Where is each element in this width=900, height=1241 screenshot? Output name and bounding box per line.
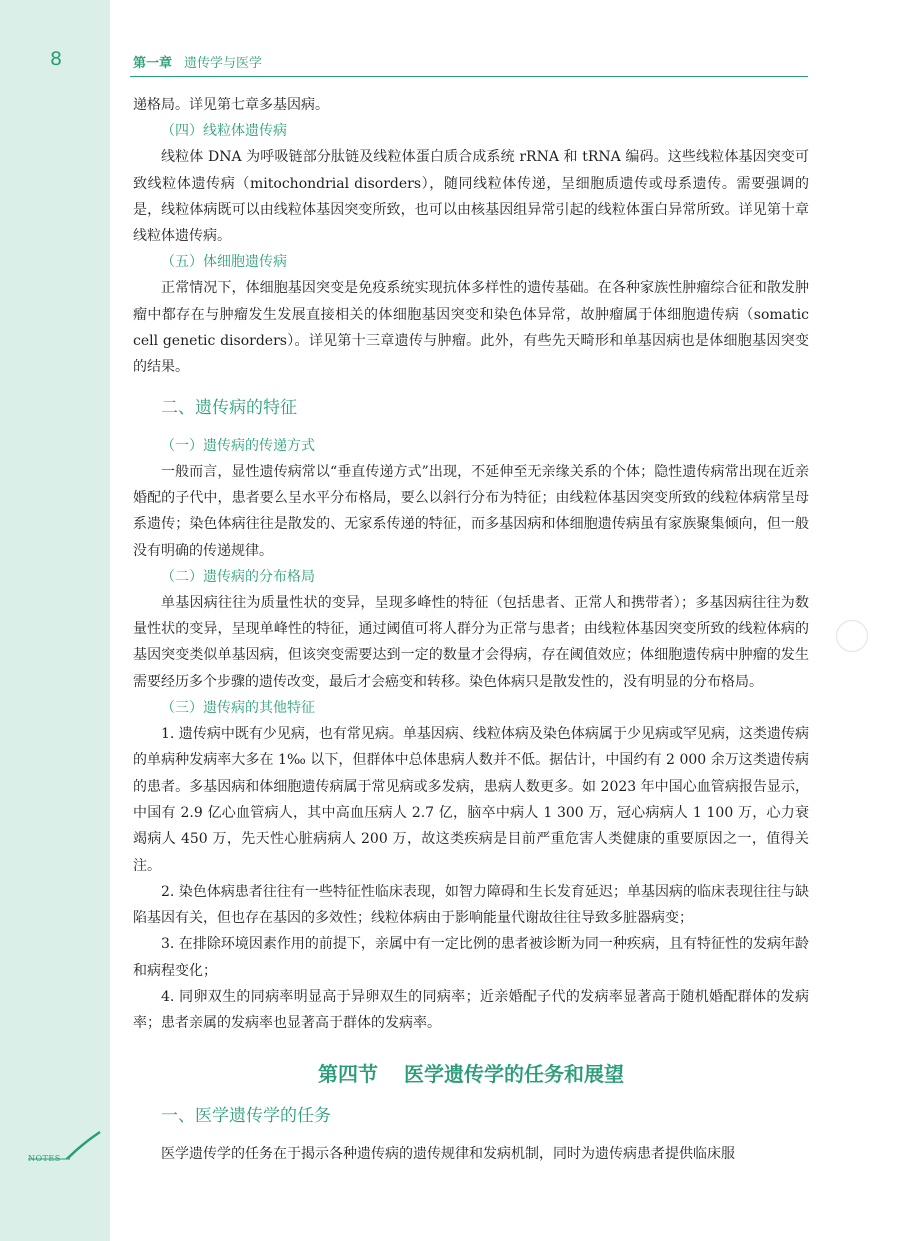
paragraph-tasks: 医学遗传学的任务在于揭示各种遗传病的遗传规律和发病机制，同时为遗传病患者提供临床服 bbox=[161, 1145, 735, 1162]
paragraph-distribution: 单基因病往往为质量性状的变异，呈现多峰性的特征（包括患者、正常人和携带者）；多基因病往往为数量性状的变异，呈现单峰性的特征，通过阈值可将人群分为正常与患者；由线粒体基因突变所致的线粒体病的基因突变类似单基因病，但该突变需要达到一定的数量才会得病，存在阈值效应；体细胞遗传病中肿瘤的发生需要经历多个步骤的遗传改变，最后才会癌变和转移。染色体病只是散发性的，没有明显的分布格局。 bbox=[133, 594, 809, 690]
heading-mitochondrial: （四）线粒体遗传病 bbox=[161, 123, 287, 140]
margin-band bbox=[0, 0, 110, 1241]
section-title bbox=[133, 1059, 809, 1089]
section-name: 医学遗传学的任务和展望 bbox=[404, 1061, 624, 1086]
list-item-4: 4. 同卵双生的同病率明显高于异卵双生的同病率；近亲婚配子代的发病率显著高于随机婚配群体的发病率；患者亲属的发病率也显著高于群体的发病率。 bbox=[133, 989, 809, 1032]
page-number: 8 bbox=[50, 48, 63, 70]
paragraph-somatic: 正常情况下，体细胞基因突变是免疫系统实现抗体多样性的遗传基础。在各种家族性肿瘤综合征和散发肿瘤中都存在与肿瘤发生发展直接相关的体细胞基因突变和染色体异常，故肿瘤属于体细胞遗传病（somatic cell genetic disorders）。详见第十三章遗传与肿瘤。此外，有些先天畸形和单基因病也是体细胞基因突变的结果。 bbox=[133, 280, 809, 376]
heading-somatic: （五）体细胞遗传病 bbox=[161, 254, 287, 271]
chapter-label: 第一章 bbox=[133, 56, 173, 71]
running-head bbox=[133, 52, 262, 71]
heading-transmission: （一）遗传病的传递方式 bbox=[161, 437, 315, 454]
header-rule bbox=[130, 76, 808, 77]
list-item-1: 1. 遗传病中既有少见病，也有常见病。单基因病、线粒体病及染色体病属于少见病或罕见病，这类遗传病的单病种发病率大多在 1‰ 以下，但群体中总体患病人数并不低。据估计，中国约有 2 000 余万这类遗传病的患者。多基因病和体细胞遗传病属于常见病或多发病，患病人数更多。如 2023 年中国心血管病报告显示，中国有 2.9 亿心血管病人，其中高血压病人 2.7 亿，脑卒中病人 1 300 万，冠心病病人 1 100 万，心力衰竭病人 450 万，先天性心脏病病人 200 万，故这类疾病是目前严重危害人类健康的重要原因之一，值得关注。 bbox=[133, 726, 809, 874]
heading-distribution: （二）遗传病的分布格局 bbox=[161, 568, 315, 585]
notes-mark bbox=[28, 1130, 108, 1170]
heading-other-features: （三）遗传病的其他特征 bbox=[161, 700, 315, 717]
paragraph-continued: 递格局。详见第七章多基因病。 bbox=[133, 97, 329, 113]
heading-features: 二、遗传病的特征 bbox=[161, 397, 297, 418]
section-label: 第四节 bbox=[318, 1061, 378, 1086]
notes-label: NOTES bbox=[28, 1154, 61, 1163]
heading-tasks: 一、医学遗传学的任务 bbox=[161, 1105, 331, 1126]
list-item-3: 3. 在排除环境因素作用的前提下，亲属中有一定比例的患者被诊断为同一种疾病，且有特征性的发病年龄和病程变化； bbox=[133, 936, 809, 979]
paragraph-mitochondrial: 线粒体 DNA 为呼吸链部分肽链及线粒体蛋白质合成系统 rRNA 和 tRNA 编码。这些线粒体基因突变可致线粒体遗传病（mitochondrial disorders），随同线粒体传递，呈细胞质遗传或母系遗传。需要强调的是，线粒体病既可以由线粒体基因突变所致，也可以由核基因组异常引起的线粒体蛋白异常所致。详见第十章线粒体遗传病。 bbox=[133, 149, 809, 245]
list-item-2: 2. 染色体病患者往往有一些特征性临床表现，如智力障碍和生长发育延迟；单基因病的临床表现往往与缺陷基因有关，但也存在基因的多效性；线粒体病由于影响能量代谢故往往导致多脏器病变； bbox=[133, 883, 809, 927]
page-content bbox=[133, 92, 809, 1167]
watermark-stamp bbox=[836, 620, 868, 652]
paragraph-transmission: 一般而言，显性遗传病常以“垂直传递方式”出现，不延伸至无亲缘关系的个体；隐性遗传病常出现在近亲婚配的子代中，患者要么呈水平分布格局，要么以斜行分布为特征；由线粒体基因突变所致的线粒体病常呈母系遗传；染色体病往往是散发的、无家系传递的特征，而多基因病和体细胞遗传病虽有家族聚集倾向，但一般没有明确的传递规律。 bbox=[133, 463, 809, 559]
chapter-title: 遗传学与医学 bbox=[184, 56, 263, 71]
